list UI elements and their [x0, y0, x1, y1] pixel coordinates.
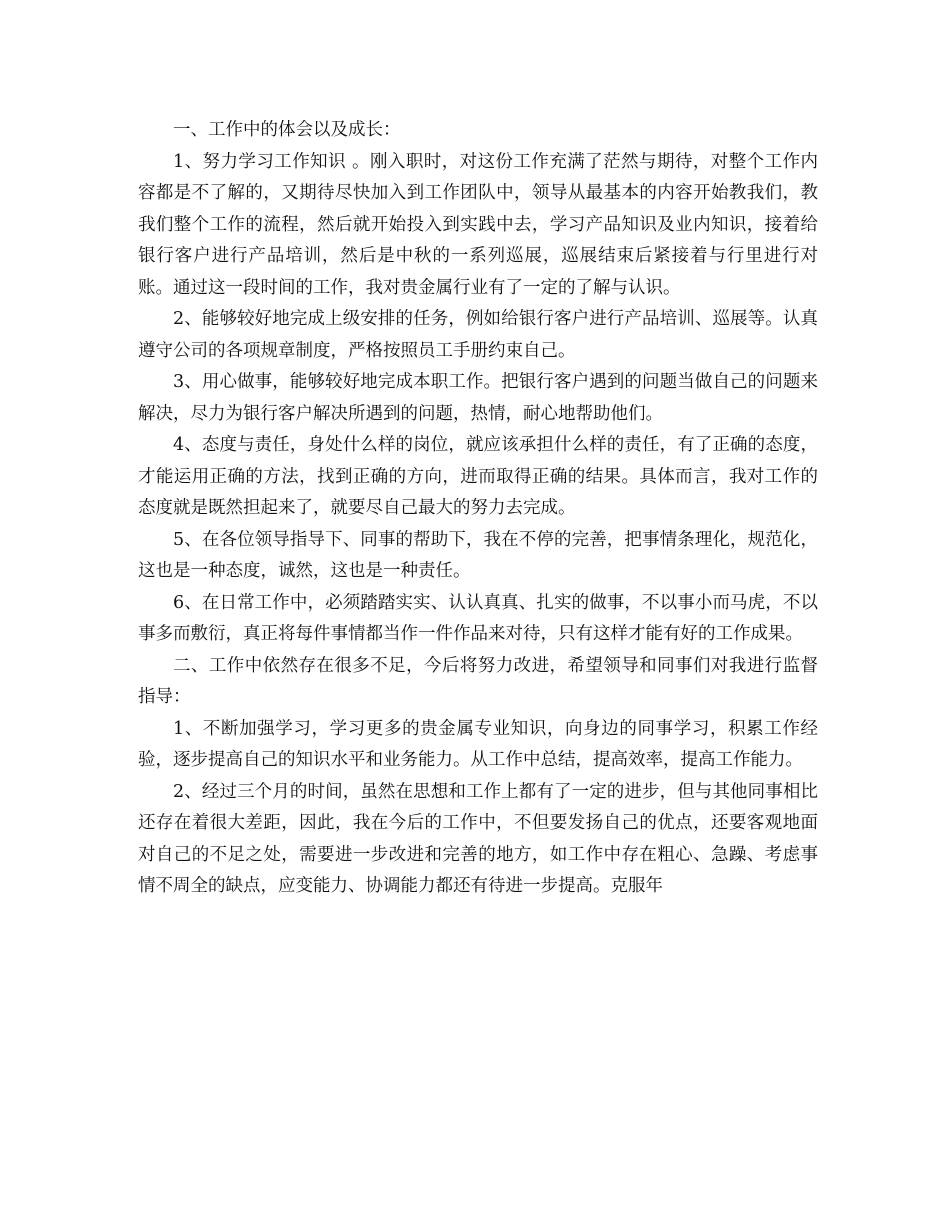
paragraph-1-4: 4、态度与责任，身处什么样的岗位，就应该承担什么样的责任，有了正确的态度，才能运用正确的方法，找到正确的方向，进而取得正确的结果。具体而言，我对工作的态度就是既然担起来了，就要尽自己最大的努力去完成。: [138, 435, 818, 518]
paragraph-1-6: 6、在日常工作中，必须踏踏实实、认认真真、扎实的做事，不以事小而马虎，不以事多而敷衍，真正将每件事情都当作一件作品来对待，只有这样才能有好的工作成果。: [138, 592, 818, 644]
section-heading-2: 二、工作中依然存在很多不足，今后将努力改进，希望领导和同事们对我进行监督指导：: [138, 655, 818, 707]
paragraph-1-1: 1、努力学习工作知识 。刚入职时，对这份工作充满了茫然与期待，对整个工作内容都是不了解的，又期待尽快加入到工作团队中，领导从最基本的内容开始教我们，教我们整个工作的流程，然后就开始投入到实践中去，学习产品知识及业内知识，接着给银行客户进行产品培训，然后是中秋的一系列巡展，巡展结束后紧接着与行里进行对账。通过这一段时间的工作，我对贵金属行业有了一定的了解与认识。: [138, 151, 818, 298]
section-heading-1: 一、工作中的体会以及成长：: [173, 120, 401, 140]
document-body: [138, 115, 818, 903]
paragraph-2-2: 2、经过三个月的时间，虽然在思想和工作上都有了一定的进步，但与其他同事相比还存在着很大差距，因此，我在今后的工作中，不但要发扬自己的优点，还要客观地面对自己的不足之处，需要进一步改进和完善的地方，如工作中存在粗心、急躁、考虑事情不周全的缺点，应变能力、协调能力都还有待进一步提高。克服年: [138, 781, 818, 896]
paragraph-1-5: 5、在各位领导指导下、同事的帮助下，我在不停的完善，把事情条理化，规范化，这也是一种态度，诚然，这也是一种责任。: [138, 529, 818, 581]
paragraph-1-2: 2、能够较好地完成上级安排的任务，例如给银行客户进行产品培训、巡展等。认真遵守公司的各项规章制度，严格按照员工手册约束自己。: [138, 309, 818, 361]
paragraph-2-1: 1、不断加强学习，学习更多的贵金属专业知识，向身边的同事学习，积累工作经验，逐步提高自己的知识水平和业务能力。从工作中总结，提高效率，提高工作能力。: [138, 718, 818, 770]
paragraph-1-3: 3、用心做事，能够较好地完成本职工作。把银行客户遇到的问题当做自己的问题来解决，尽力为银行客户解决所遇到的问题，热情，耐心地帮助他们。: [138, 372, 818, 424]
